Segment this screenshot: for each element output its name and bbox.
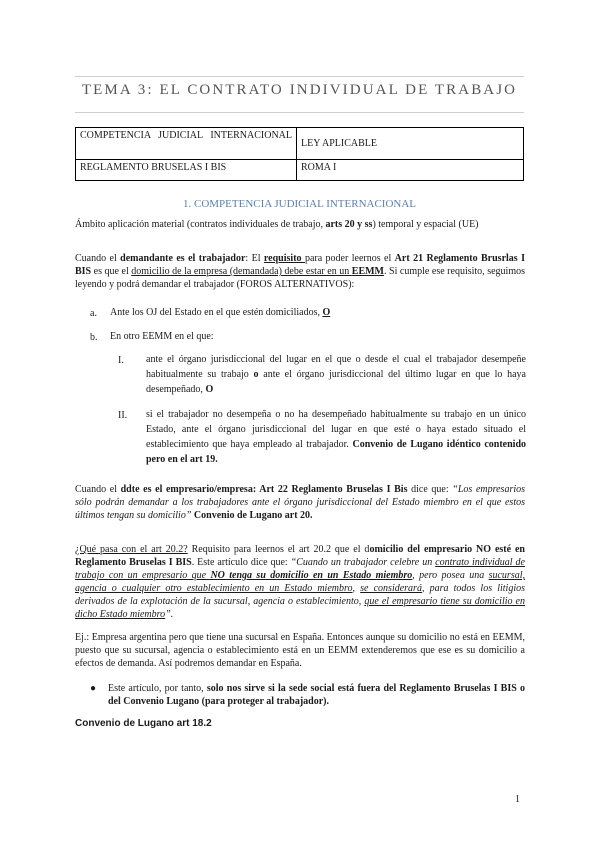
document-title: TEMA 3: EL CONTRATO INDIVIDUAL DE TRABAJO (81, 82, 518, 98)
law-table (75, 127, 524, 181)
table-row (76, 160, 524, 181)
list-marker-b: b. (90, 332, 98, 343)
quote-run: , pero posea una (412, 570, 489, 581)
bold-run: O (205, 384, 214, 395)
text-run: : El (245, 253, 264, 264)
list-marker-a: a. (90, 308, 97, 319)
text-run: Cuando el (75, 253, 121, 264)
paragraph-art20 (75, 543, 525, 621)
subheading: Convenio de Lugano art 18.2 (75, 718, 212, 729)
list-item-a (110, 306, 525, 319)
text-run: Cuando el (75, 484, 121, 495)
quote-underline-run: que el empresario tiene su domicilio en dicho Estado miembro (75, 596, 525, 620)
paragraph-ejemplo: Ej.: Empresa argentina pero que tiene una sucursal en España. Entonces aunque su domicilio no está en EEMM, puesto que su sucursal, agencia o establecimiento está en un EEMM extenderemos que ese es su domicilio a efectos de demanda. Así podremos demandar en España. (75, 632, 525, 669)
paragraph-demandante (75, 252, 525, 291)
text-run: . Si cumple ese requisito, seguimos leyendo y podrá demandar el trabajador (FOROS ALTERNATIVOS): (75, 266, 525, 290)
bold-run: Art 21 Reglamento Brusrlas I BIS (75, 253, 525, 277)
quote-run: “Cuando un trabajador celebre un (290, 557, 436, 568)
text-run: Ámbito aplicación material (contratos individuales de trabajo, (75, 219, 326, 230)
quote-underline-run: se considerará (360, 583, 422, 594)
quote-bold-underline-run: NO tenga su domicilio en un Estado miembro (210, 570, 413, 581)
text-run: . Este artículo dice que: (191, 557, 291, 568)
underline-run: domicilio de la empresa (demandada) debe estar en un (131, 266, 352, 277)
table-header-cell: COMPETENCIA JUDICIAL INTERNACIONAL (76, 128, 297, 160)
list-marker-i: I. (118, 355, 124, 366)
text-run: ) temporal y espacial (UE) (372, 219, 479, 230)
bold-underline-run: O (322, 307, 331, 318)
bold-run: arts 20 y ss (325, 219, 373, 230)
section-heading: 1. COMPETENCIA JUDICIAL INTERNACIONAL (182, 198, 417, 210)
bold-run: Convenio de Lugano idéntico contenido pero en el art 19. (146, 439, 527, 465)
table-cell: REGLAMENTO BRUSELAS I BIS (76, 160, 297, 181)
paragraph-ambito (75, 218, 525, 231)
bullet-item (108, 682, 525, 708)
text-run: ante el órgano jurisdiccional del último lugar en que lo haya desempeñado, (146, 369, 526, 395)
list-item-i (146, 352, 526, 397)
table-cell: ROMA I (297, 160, 524, 181)
title-bottom-rule (75, 112, 524, 113)
bold-underline-run: EEMM (351, 266, 384, 277)
list-item-b: En otro EEMM en el que: (110, 331, 214, 342)
quote-underline-run: contrato individual de trabajo con un empresario que (75, 557, 525, 581)
bullet-icon: ● (90, 683, 97, 694)
quote-underline-run: sucursal, agencia o cualquier otro establecimiento en un Estado miembro (75, 570, 525, 594)
page-number: 1 (515, 794, 520, 805)
paragraph-ddte (75, 483, 525, 522)
list-item-ii (146, 407, 526, 467)
text-run: Requisito para leernos el art 20.2 que el d (187, 544, 370, 555)
table-header-row (76, 128, 524, 160)
underline-run: ¿Qué pasa con el art 20.2? (75, 544, 188, 555)
text-run: dice que: (407, 484, 453, 495)
bold-run: Convenio de Lugano art 20. (191, 510, 313, 521)
bold-run: o (253, 369, 259, 380)
text-run: para poder leernos el (304, 253, 395, 264)
table-header-cell: LEY APLICABLE (297, 128, 524, 160)
quote-run: , (352, 583, 361, 594)
quote-run: , para todos los litigios derivados de la explotación de la sucursal, agencia o establecimiento, (75, 583, 526, 607)
text-run: ante el órgano jurisdiccional del lugar en el que o desde el cual el trabajador desempeñe habitualmente su trabajo (146, 354, 526, 380)
text-run: si el trabajador no desempeña o no ha desempeñado habitualmente su trabajo en un único Estado, ante el órgano jurisdiccional del lugar en que esté o haya estado situado el establecimiento que haya empleado al trabajador. (146, 409, 526, 450)
quote-run: “Los empresarios sólo podrán demandar a los trabajadores ante el órgano jurisdiccional del Estado miembro en el que estos últimos tengan su domicilio” (75, 484, 526, 521)
text-run: es que el (91, 266, 132, 277)
text-run: Ante los OJ del Estado en el que estén domiciliados, (110, 307, 323, 318)
bold-run: omicilio del empresario NO esté en Reglamento Bruselas I BIS (75, 544, 525, 568)
text-run: Este artículo, por tanto, (108, 683, 207, 694)
bold-run: solo nos sirve si la sede social está fuera del Reglamento Bruselas I BIS o del Convenio Lugano (para proteger al trabajador). (108, 683, 525, 707)
bold-run: ddte es el empresario/empresa: Art 22 Reglamento Bruselas I Bis (120, 484, 408, 495)
quote-run: ”. (165, 609, 174, 620)
bold-underline-run: requisito (263, 253, 305, 264)
list-marker-ii: II. (118, 410, 128, 421)
title-top-rule (75, 76, 524, 77)
bold-run: demandante es el trabajador (120, 253, 246, 264)
